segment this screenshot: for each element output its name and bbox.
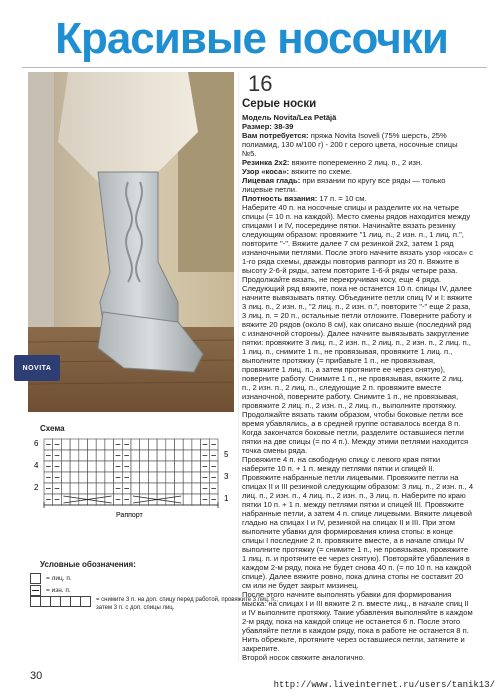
- row-label-2: 2: [34, 483, 39, 492]
- chart-cell: [166, 483, 175, 494]
- page-title: Красивые носочки: [55, 14, 448, 63]
- chart-cell: [70, 439, 79, 450]
- chart-cell: [96, 472, 105, 483]
- chart-cell: [192, 483, 201, 494]
- chart-cell: [70, 461, 79, 472]
- chart-cell: [70, 494, 79, 505]
- chart-cell: [88, 483, 97, 494]
- chart-cell: [131, 439, 140, 450]
- paragraph-toe: После этого начните выполнять убавки для формирования мыска: на спицах I и III вяжите 2 п. вместе лиц., в начале спиц II и IV выполните протяжку. Такие убавления выполняйте в каждом 2-м ряду, пока на каждой спице не останется 6 п. После этого убавляйте петли в каждом ряду, пока в работе не останется 8 п. Нить обрежьте, протяните через оставшиеся петли, затяните и закрепите.: [242, 590, 473, 653]
- chart-cell: [131, 494, 140, 505]
- legend: [30, 572, 286, 612]
- chart-cell: [148, 439, 157, 450]
- paragraph-second-sock: Второй носок свяжите аналогично.: [242, 653, 365, 662]
- chart-cell: [140, 461, 149, 472]
- chart-cell: [175, 483, 184, 494]
- chart-cell: [96, 461, 105, 472]
- chart-cell: [192, 494, 201, 505]
- chart-cell: [148, 483, 157, 494]
- chart-cell: [88, 472, 97, 483]
- chart-cell: [105, 461, 114, 472]
- purl-symbol: [30, 585, 41, 596]
- chart-cell: [70, 472, 79, 483]
- chart-cell: [166, 450, 175, 461]
- chart-cell: [70, 483, 79, 494]
- chart-cell: [96, 439, 105, 450]
- chart-cell: [61, 461, 70, 472]
- chart-cell: [157, 439, 166, 450]
- chart-cell: [166, 439, 175, 450]
- paragraph-rib: Резинка 2х2: вяжите попеременно 2 лиц. п., 2 изн.: [242, 158, 423, 167]
- chart-cell: [183, 461, 192, 472]
- chart-cell: [166, 472, 175, 483]
- chart-cell: [157, 472, 166, 483]
- row-label-1: 1: [224, 494, 229, 503]
- chart-cell: [175, 450, 184, 461]
- row-label-4: 4: [34, 461, 39, 470]
- chart-cell: [140, 483, 149, 494]
- chart-cell: [183, 450, 192, 461]
- chart-cell: [157, 450, 166, 461]
- chart-cell: [166, 461, 175, 472]
- chart-cell: [140, 439, 149, 450]
- knit-symbol: [30, 573, 41, 584]
- chart-cell: [131, 461, 140, 472]
- chart-cell: [70, 450, 79, 461]
- row-label-3: 3: [224, 472, 229, 481]
- chart-cell: [79, 472, 88, 483]
- chart-cell: [61, 439, 70, 450]
- chart-cell: [61, 483, 70, 494]
- novita-logo: NOVITA: [14, 355, 60, 381]
- chart-cell: [79, 483, 88, 494]
- paragraph-model: Модель Novita/Lea Petäjä: [242, 113, 337, 122]
- chart-cell: [131, 472, 140, 483]
- chart-cell: [105, 483, 114, 494]
- chart-cell: [88, 450, 97, 461]
- chart-cell: [79, 450, 88, 461]
- chart-cell: [79, 461, 88, 472]
- chart-cell: [175, 494, 184, 505]
- chart-grid: [44, 439, 218, 505]
- paragraph-gauge: Плотность вязания: 17 п. = 10 см.: [242, 194, 367, 203]
- chart-cell: [105, 450, 114, 461]
- cable-symbol: [30, 596, 91, 607]
- title-divider: [22, 67, 487, 68]
- repeat-label: Раппорт: [116, 512, 143, 519]
- chart-cell: [96, 450, 105, 461]
- chart-cell: [175, 472, 184, 483]
- chart-cell: [61, 494, 70, 505]
- chart-cell: [183, 439, 192, 450]
- chart-cell: [96, 494, 105, 505]
- chart-cell: [192, 461, 201, 472]
- chart-cell: [105, 439, 114, 450]
- chart-cell: [61, 450, 70, 461]
- pattern-number: 16: [248, 71, 273, 96]
- row-label-6: 6: [34, 439, 39, 448]
- chart-cell: [183, 472, 192, 483]
- chart-cell: [61, 472, 70, 483]
- chart-cell: [140, 450, 149, 461]
- legend-title: Условные обозначения:: [40, 560, 136, 569]
- chart-cell: [148, 472, 157, 483]
- source-url[interactable]: http://www.liveinternet.ru/users/tanik13/: [273, 680, 495, 690]
- paragraph-foot: Провяжите 4 п. на свободную спицу с левого края пятки наберите 10 п. + 1 п. между петлями пятки и спицей II. Провяжите набранные петли лицевыми. Провяжите петли на спицах II и III резинкой следующим образом: 3 лиц. п., 2 изн. п., 4 лиц. п., 2 изн. п., 4 лиц. п., 2 изн. п., 3 лиц. п. Наберите по краю пятки 10 п. + 1 п. между петлями пятки и спицей III. Провяжите набранные петли, а затем 4 п. спице лицевыми. Вяжите лицевой гладью на спицах I и IV, резинкой на спицах II и III. При этом выполните убавки для формирования клина стопы: в конце спицы I последние 2 п. провяжите вместе, а в начале спицы IV выполните протяжку (= снимите 1 п., не провязывая, провяжите 1 лиц. п. и протяните ее через снятую). Повторяйте убавления в каждом 2-м ряду, пока не будет снова 40 п. (= по 10 п. на каждой спице). Далее вяжите ровно, пока длина стопы не составит 20 см или не будет закрыт мизинец.: [242, 455, 474, 590]
- chart-cell: [88, 461, 97, 472]
- paragraph-cast-on: Наберите 40 п. на носочные спицы и разделите их на четыре спицы (= 10 п. на каждой). Место смены рядов находится между спицами I и IV, посередине пятки. Начинайте вязать резинку следующим образом: провяжите "1 лиц. п., 2 изн. п., 1 лиц. п.", повторите "-". Вяжите далее 7 см резинкой 2х2, затем 1 ряд изнаночными петлями. После этого начните вязать узор «коса» с 1-го ряда схемы, дважды повторив раппорт из 20 п. Вяжите в высоту 2-6-й ряды, затем повторите 1-6-й ряды четыре раза. Продолжайте вязать, не перекручивая косу, еще 4 ряда.: [242, 203, 473, 284]
- chart-cell: [166, 494, 175, 505]
- chart-cell: [157, 461, 166, 472]
- page-number: 30: [30, 670, 43, 682]
- chart-cell: [131, 483, 140, 494]
- paragraph-stockinette: Лицевая гладь: при вязании по кругу все ряды — только лицевые петли.: [242, 176, 446, 194]
- chart-cell: [148, 461, 157, 472]
- chart-cell: [148, 450, 157, 461]
- chart-cell: [183, 494, 192, 505]
- chart-cell: [192, 472, 201, 483]
- chart-cell: [140, 472, 149, 483]
- paragraph-cable: Узор «коса»: вяжите по схеме.: [242, 167, 353, 176]
- knitting-chart: [28, 433, 238, 538]
- legend-purl: = изн. п.: [30, 584, 286, 596]
- schema-title: Схема: [40, 424, 65, 433]
- chart-cell: [175, 439, 184, 450]
- paragraph-size: Размер: 38-39: [242, 122, 294, 131]
- legend-cable: = снимите 3 п. на доп. спицу перед работой, провяжите 3 лиц. п., затем 3 п. с доп. спицы лиц.: [30, 596, 286, 612]
- paragraph-heel: Следующий ряд вяжите, пока не останется 10 п. спицы IV, далее начните вывязывать пятку. Объедините петли спиц IV и I: вяжите 3 лиц. п., 2 изн. п., "2 лиц. п., 2 изн. п.", повторите "-" еще 2 раза, 3 лиц. п. = 20 п., остальные петли отложите. Поверните работу и вяжите 20 рядов (около 8 см), как описано выше (последний ряд с изнаночной стороны). Далее начните вывязывать закругление пятки: провяжите 3 лиц. п., 2 изн. п., 2 лиц. п., 2 изн. п., 2 лиц. п., 1 лиц. п., снимите 1 п., не провязывая, провяжите 1 лиц. п., выполните протяжку (= прибавьте 1 п., не провязывая, провяжите 1 лиц. п., а затем протяните ее через снятую), поверните работу. Снимите 1 п., не провязывая, вяжите 2 лиц. п., 2 изн. п., 2 лиц. п., следующие 2 п. провяжите вместе изнаночной, поверните работу. Снимите 1 п., не провязывая, провяжите 2 лиц. п., 2 изн. п., 2 лиц. п., выполните протяжку. Продолжайте вязать таким образом, чтобы боковые петли все время убавлялись, а в средней группе оставалось всегда 8 п. Когда закончатся боковые петли, разделите оставшиеся петли пятки на две спицы (= по 4 п.). Между этими петлями находится точка смены ряда.: [242, 284, 473, 455]
- chart-cell: [175, 461, 184, 472]
- paragraph-materials: Вам потребуется: пряжа Novita Isoveli (75% шерсть, 25% полиамид, 130 м/100 г) - 200 г серого цвета, носочные спицы №5.: [242, 131, 458, 158]
- chart-cell: [192, 450, 201, 461]
- chart-cell: [105, 494, 114, 505]
- chart-cell: [140, 494, 149, 505]
- chart-cell: [192, 439, 201, 450]
- chart-cell: [183, 483, 192, 494]
- pattern-title: Серые носки: [242, 98, 317, 110]
- chart-cell: [157, 483, 166, 494]
- chart-cell: [96, 483, 105, 494]
- row-label-5: 5: [224, 450, 229, 459]
- chart-cell: [131, 450, 140, 461]
- legend-knit: = лиц. п.: [30, 572, 286, 584]
- chart-cell: [79, 439, 88, 450]
- chart-cell: [88, 439, 97, 450]
- chart-cell: [105, 472, 114, 483]
